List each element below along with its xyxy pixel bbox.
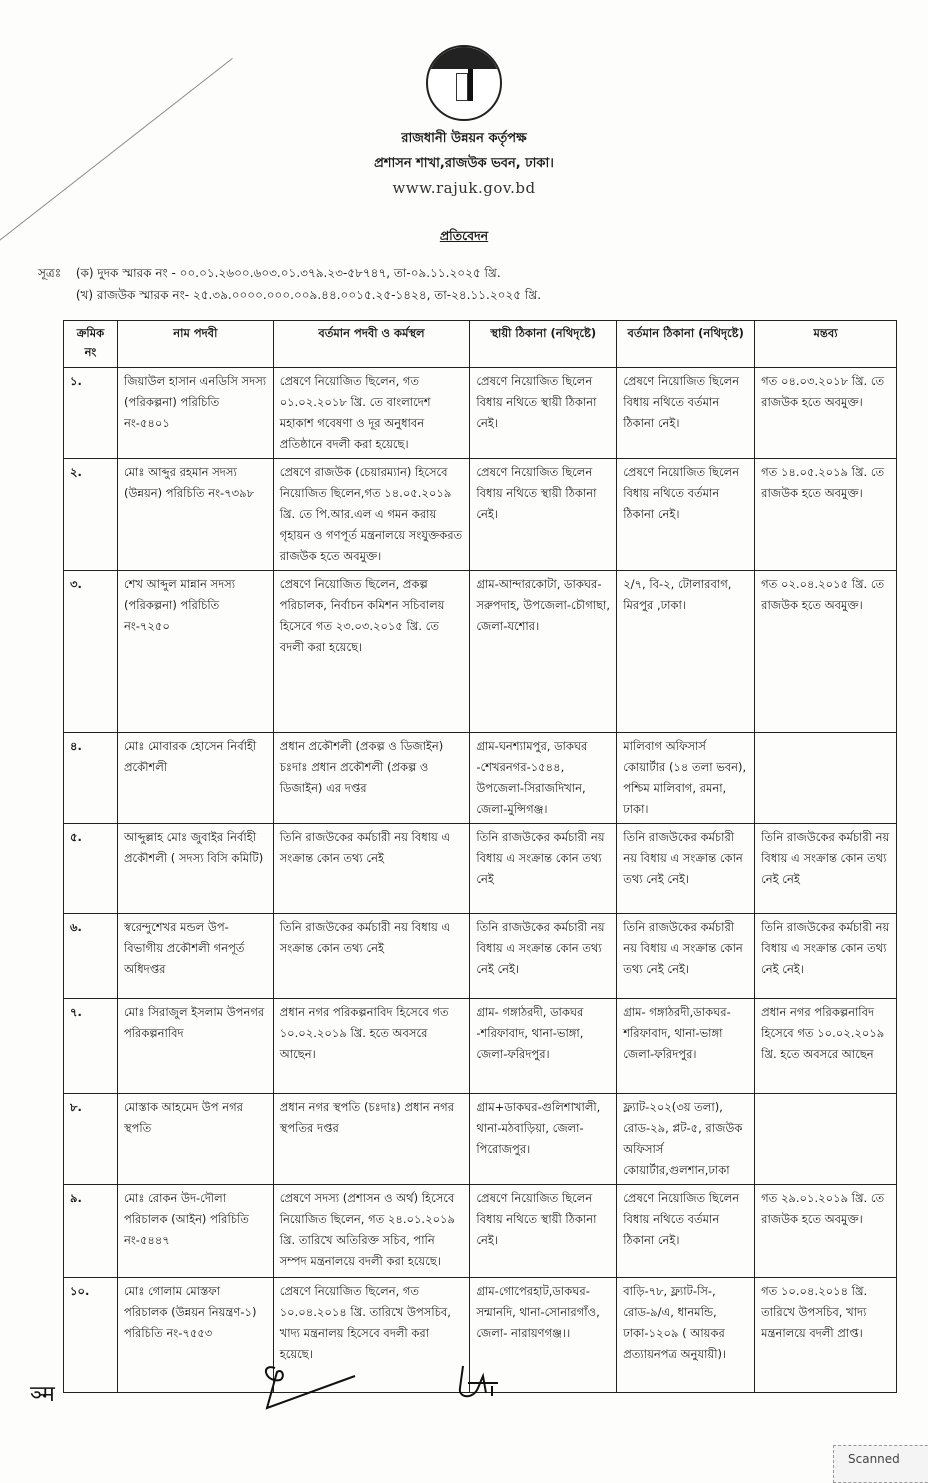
reference-label: সূত্রঃ <box>38 266 62 280</box>
cell-permanent-address: গ্রাম-ঘনশ্যামপুর, ডাকঘর -শেখরনগর-১৫৪৪, উপজেলা-সিরাজদিখান, জেলা-মুন্সিগঞ্জ। <box>470 733 617 824</box>
cell-name-designation: মোঃ সিরাজুল ইসলাম উপনগর পরিকল্পনাবিদ <box>117 999 273 1094</box>
cell-serial: ১. <box>64 368 118 459</box>
cell-present-address: প্রেষণে নিয়োজিত ছিলেন বিধায় নথিতে বর্তমান ঠিকানা নেই। <box>617 368 755 459</box>
cell-name-designation: মোঃ আব্দুর রহমান সদস্য (উন্নয়ন) পরিচিতি নং-৭৩৯৮ <box>117 459 273 571</box>
cell-present-address: প্রেষণে নিয়োজিত ছিলেন বিধায় নথিতে বর্তমান ঠিকানা নেই। <box>617 459 755 571</box>
table-row <box>64 571 897 733</box>
cell-present-address: তিনি রাজউকের কর্মচারী নয় বিধায় এ সংক্রান্ত কোন তথ্য নেই নেই। <box>617 914 755 999</box>
reference-text: (ক) দুদক স্মারক নং - ০০.০১.২৬০০.৬০৩.০১.৩৭৯.২৩-৫৮৭৪৭, তা-০৯.১১.২০২৫ খ্রি. <box>75 266 501 280</box>
cell-present-address: গ্রাম- গঙ্গাঠরদী,ডাকঘর-শরিফাবাদ, থানা-ভাঙ্গা জেলা-ফরিদপুর। <box>617 999 755 1094</box>
cell-name-designation: মোস্তাক আহমেদ উপ নগর স্থপতি <box>117 1094 273 1185</box>
scanner-badge: Scanned <box>833 1445 928 1483</box>
cell-current-post: প্রধান প্রকৌশলী (প্রকল্প ও ডিজাইন) চঃদাঃ প্রধান প্রকৌশলী (প্রকল্প ও ডিজাইন) এর দপ্তর <box>273 733 470 824</box>
cell-remarks: তিনি রাজউকের কর্মচারী নয় বিধায় এ সংক্রান্ত কোন তথ্য নেই নেই <box>755 824 897 914</box>
letterhead <box>0 45 928 197</box>
cell-serial: ৭. <box>64 999 118 1094</box>
cell-serial: ৯. <box>64 1185 118 1278</box>
header-current-post: বর্তমান পদবী ও কর্মস্থল <box>273 321 470 368</box>
cell-serial: ৪. <box>64 733 118 824</box>
cell-serial: ৬. <box>64 914 118 999</box>
cell-remarks: প্রধান নগর পরিকল্পনাবিদ হিসেবে গত ১০.০২.২০১৯ খ্রি. হতে অবসরে আছেন <box>755 999 897 1094</box>
table-row <box>64 1094 897 1185</box>
cell-permanent-address: প্রেষণে নিয়োজিত ছিলেন বিধায় নথিতে স্থায়ী ঠিকানা নেই। <box>470 368 617 459</box>
cell-remarks: গত ০৪.০৩.২০১৮ খ্রি. তে রাজউক হতে অবমুক্ত। <box>755 368 897 459</box>
cell-name-designation: আব্দুল্লাহ মোঃ জুবাইর নির্বাহী প্রকৌশলী ( সদস্য বিসি কমিটি) <box>117 824 273 914</box>
cell-current-post: প্রধান নগর পরিকল্পনাবিদ হিসেবে গত ১০.০২.২০১৯ খ্রি. হতে অবসরে আছেন। <box>273 999 470 1094</box>
cell-permanent-address: গ্রাম+ডাকঘর-গুলিশাখালী, থানা-মঠবাড়িয়া, জেলা-পিরোজপুর। <box>470 1094 617 1185</box>
cell-present-address: মালিবাগ অফিসার্স কোয়ার্টার (১৪ তলা ভবন), পশ্চিম মালিবাগ, রমনা, ঢাকা। <box>617 733 755 824</box>
cell-present-address: বাড়ি-৭৮, ফ্ল্যাট-সি-, রোড-৯/এ, ধানমন্ডি, ঢাকা-১২০৯ ( আয়কর প্রত্যায়নপত্র অনুযায়ী)। <box>617 1278 755 1393</box>
reference-item <box>38 284 541 306</box>
cell-current-post: প্রেষণে রাজউক (চেয়ারম্যান) হিসেবে নিয়োজিত ছিলেন,গত ১৪.০৫.২০১৯ খ্রি. তে পি.আর.এল এ গমন করায় গৃহায়ন ও গণপূর্ত মন্ত্রনালয়ে সংযুক্তকরত রাজউক হতে অবমুক্ত। <box>273 459 470 571</box>
cell-remarks: গত ২৯.০১.২০১৯ খ্রি. তে রাজউক হতে অবমুক্ত। <box>755 1185 897 1278</box>
header-serial: ক্রমিক নং <box>64 321 118 368</box>
table-row <box>64 368 897 459</box>
table-header-row <box>64 321 897 368</box>
cell-current-post: তিনি রাজউকের কর্মচারী নয় বিধায় এ সংক্রান্ত কোন তথ্য নেই <box>273 914 470 999</box>
cell-permanent-address: প্রেষণে নিয়োজিত ছিলেন বিধায় নথিতে স্থায়ী ঠিকানা নেই। <box>470 459 617 571</box>
reference-text: (খ) রাজউক স্মারক নং- ২৫.৩৯.০০০০.০০০.০০৯.৪৪.০০১৫.২৫-১৪২৪, তা-২৪.১১.২০২৫ খ্রি. <box>75 288 542 302</box>
table-row <box>64 999 897 1094</box>
cell-name-designation: শেখ আব্দুল মান্নান সদস্য (পরিকল্পনা) পরিচিতি নং-৭২৫০ <box>117 571 273 733</box>
cell-permanent-address: গ্রাম- গঙ্গাঠরদী, ডাকঘর -শরিফাবাদ, থানা-ভাঙ্গা, জেলা-ফরিদপুর। <box>470 999 617 1094</box>
table-row <box>64 824 897 914</box>
initial-mark: ञ्म <box>30 1382 55 1407</box>
cell-remarks <box>755 1094 897 1185</box>
cell-present-address: ২/৭, বি-২, টোলারবাগ, মিরপুর ,ঢাকা। <box>617 571 755 733</box>
cell-permanent-address: তিনি রাজউকের কর্মচারী নয় বিধায় এ সংক্রান্ত কোন তথ্য নেই <box>470 824 617 914</box>
cell-permanent-address: তিনি রাজউকের কর্মচারী নয় বিধায় এ সংক্রান্ত কোন তথ্য নেই নেই। <box>470 914 617 999</box>
cell-permanent-address: গ্রাম-গোপেরহাট,ডাকঘর-সন্মানদি, থানা-সোনারগাঁও, জেলা- নারায়ণগঞ্জ।। <box>470 1278 617 1393</box>
cell-current-post: প্রেষণে নিয়োজিত ছিলেন, গত ১০.০৪.২০১৪ খ্রি. তারিখে উপসচিব, খাদ্য মন্ত্রনালয় হিসেবে বদলী করা হয়েছে। <box>273 1278 470 1393</box>
table-row <box>64 733 897 824</box>
organization-website: www.rajuk.gov.bd <box>392 179 536 197</box>
table-row <box>64 459 897 571</box>
signature-1 <box>255 1358 365 1413</box>
report-table <box>63 320 897 1393</box>
header-permanent-address: স্থায়ী ঠিকানা (নথিদৃষ্টে) <box>470 321 617 368</box>
cell-name-designation: মোঃ গোলাম মোস্তফা পরিচালক (উন্নয়ন নিয়ন্ত্রণ-১) পরিচিতি নং-৭৫৫৩ <box>117 1278 273 1393</box>
cell-permanent-address: গ্রাম-আন্দারকোটা, ডাকঘর-সরুপদাহ, উপজেলা-চৌগাছা, জেলা-যশোর। <box>470 571 617 733</box>
cell-name-designation: স্বরেন্দুশেখর মন্ডল উপ-বিভাগীয় প্রকৌশলী গনপূর্ত অধিদপ্তর <box>117 914 273 999</box>
cell-name-designation: মোঃ মোবারক হোসেন নির্বাহী প্রকৌশলী <box>117 733 273 824</box>
cell-current-post: তিনি রাজউকের কর্মচারী নয় বিধায় এ সংক্রান্ত কোন তথ্য নেই <box>273 824 470 914</box>
cell-serial: ৮. <box>64 1094 118 1185</box>
cell-remarks: তিনি রাজউকের কর্মচারী নয় বিধায় এ সংক্রান্ত কোন তথ্য নেই নেই। <box>755 914 897 999</box>
cell-present-address: ফ্ল্যাট-২০২(৩য় তলা), রোড-২৯, প্লট-৫, রাজউক অফিসার্স কোয়ার্টার,গুলশান,ঢাকা <box>617 1094 755 1185</box>
table-row <box>64 914 897 999</box>
header-remarks: মন্তব্য <box>755 321 897 368</box>
cell-serial: ৫. <box>64 824 118 914</box>
organization-name: রাজধানী উন্নয়ন কর্তৃপক্ষ <box>401 131 527 146</box>
cell-current-post: প্রেষণে নিয়োজিত ছিলেন, গত ০১.০২.২০১৮ খ্রি. তে বাংলাদেশ মহাকাশ গবেষণা ও দূর অনুধাবন প্রতিষ্ঠানে বদলী করা হয়েছে। <box>273 368 470 459</box>
cell-present-address: প্রেষণে নিয়োজিত ছিলেন বিধায় নথিতে বর্তমান ঠিকানা নেই। <box>617 1185 755 1278</box>
header-present-address: বর্তমান ঠিকানা (নথিদৃষ্টে) <box>617 321 755 368</box>
cell-current-post: প্রেষণে নিয়োজিত ছিলেন, প্রকল্প পরিচালক, নির্বাচন কমিশন সচিবালয় হিসেবে গত ২৩.০৩.২০১৫ খ্রি. তে বদলী করা হয়েছে। <box>273 571 470 733</box>
table-row <box>64 1185 897 1278</box>
header-name-designation: নাম পদবী <box>117 321 273 368</box>
cell-serial: ৩. <box>64 571 118 733</box>
cell-name-designation: মোঃ রোকন উদ-দৌলা পরিচালক (আইন) পরিচিতি নং-৫৪৪৭ <box>117 1185 273 1278</box>
cell-remarks: গত ০২.০৪.২০১৫ খ্রি. তে রাজউক হতে অবমুক্ত। <box>755 571 897 733</box>
document-title: প্রতিবেদন <box>439 228 489 243</box>
cell-remarks <box>755 733 897 824</box>
cell-permanent-address: প্রেষণে নিয়োজিত ছিলেন বিধায় নথিতে স্থায়ী ঠিকানা নেই। <box>470 1185 617 1278</box>
cell-remarks: গত ১০.০৪.২০১৪ খ্রি. তারিখে উপসচিব, খাদ্য মন্ত্রনালয়ে বদলী প্রাপ্ত। <box>755 1278 897 1393</box>
cell-present-address: তিনি রাজউকের কর্মচারী নয় বিধায় এ সংক্রান্ত কোন তথ্য নেই নেই। <box>617 824 755 914</box>
cell-current-post: প্রধান নগর স্থপতি (চঃদাঃ) প্রধান নগর স্থপতির দপ্তর <box>273 1094 470 1185</box>
reference-item <box>38 262 541 284</box>
cell-serial: ২. <box>64 459 118 571</box>
rajuk-logo-icon <box>426 45 502 121</box>
organization-branch: প্রশাসন শাখা,রাজউক ভবন, ঢাকা। <box>374 156 554 171</box>
signature-2 <box>448 1358 508 1408</box>
cell-remarks: গত ১৪.০৫.২০১৯ খ্রি. তে রাজউক হতে অবমুক্ত। <box>755 459 897 571</box>
references <box>38 262 541 306</box>
cell-current-post: প্রেষণে সদস্য (প্রশাসন ও অর্থ) হিসেবে নিয়োজিত ছিলেন, গত ২৪.০১.২০১৯ খ্রি. তারিখে অতিরিক্ত সচিব, পানি সম্পদ মন্ত্রনালয়ে বদলী করা হয়েছে। <box>273 1185 470 1278</box>
cell-serial: ১০. <box>64 1278 118 1393</box>
cell-name-designation: জিয়াউল হাসান এনডিসি সদস্য (পরিকল্পনা) পরিচিতি নং-৫৪০১ <box>117 368 273 459</box>
